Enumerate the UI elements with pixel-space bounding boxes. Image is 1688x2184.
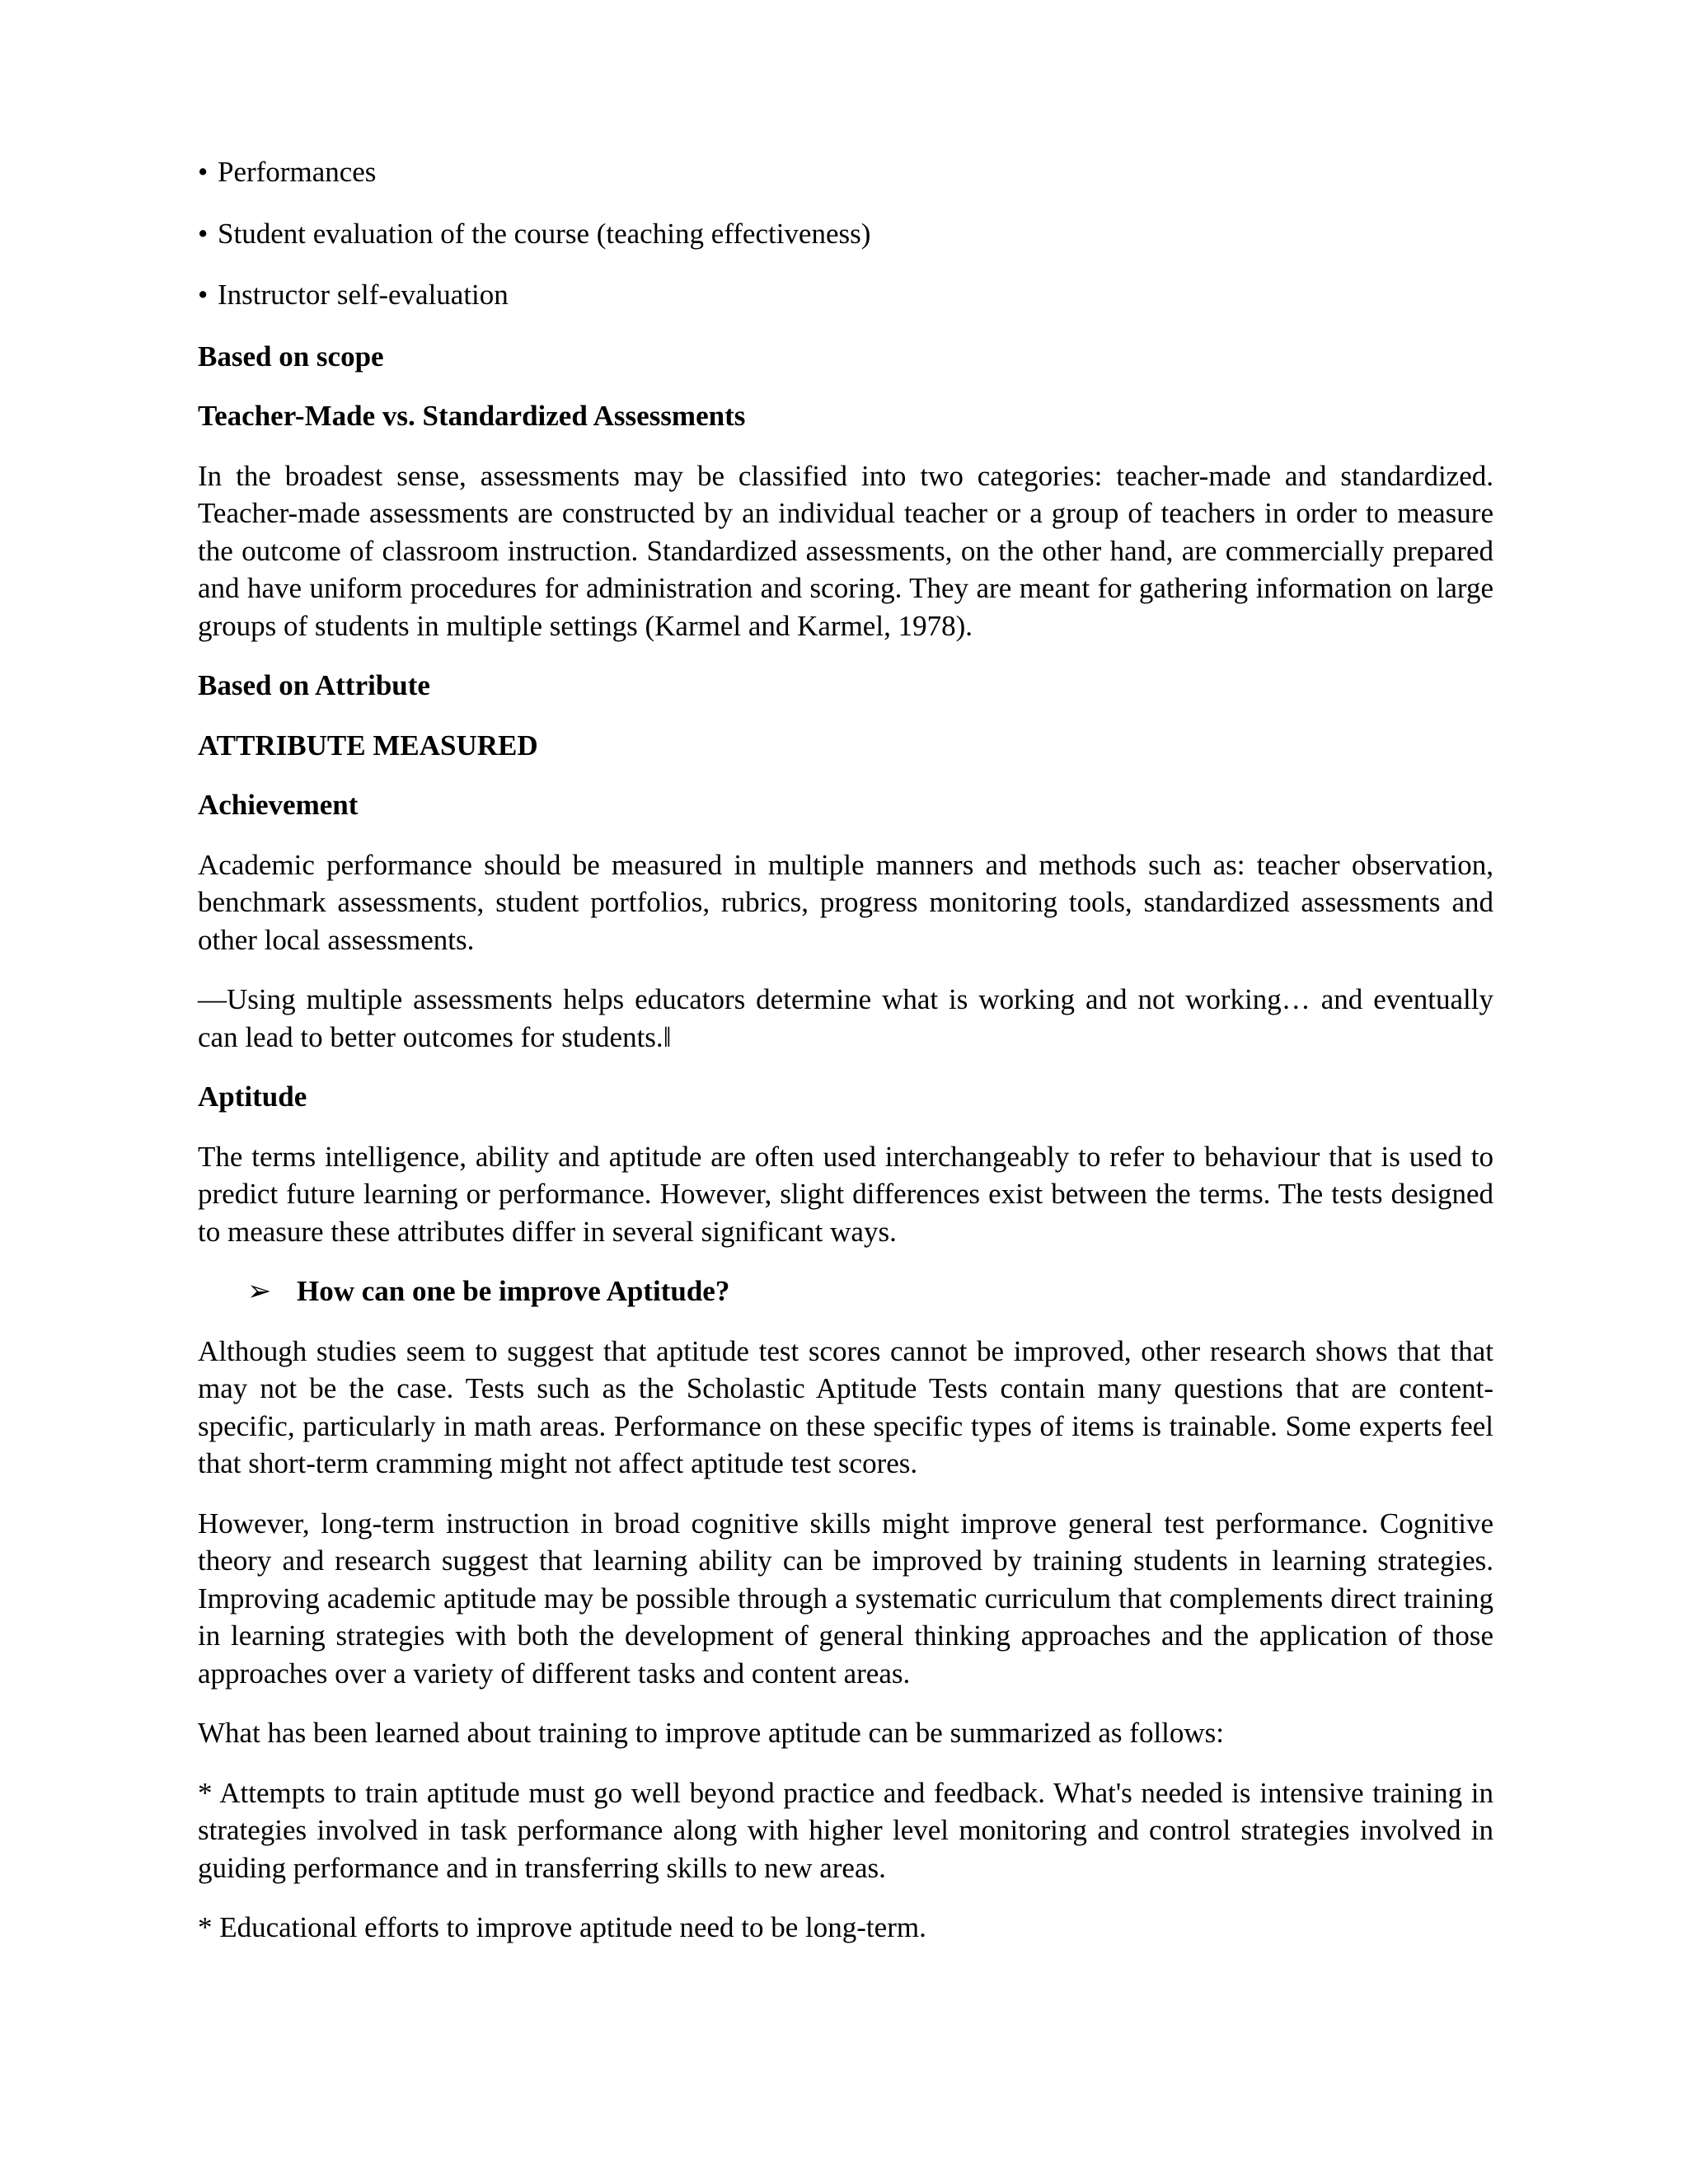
bullet-dot: • (198, 217, 209, 250)
paragraph-improve-1: Although studies seem to suggest that aptitude test scores cannot be improved, other research shows that that may not be the case. Tests such as the Scholastic Aptitude Tests contain many questions that are content-specific, particularly in math areas. Performance on these specific types of items is trainable. Some experts feel that short-term cramming might not affect aptitude test scores. (198, 1334, 1493, 1479)
heading-achievement: Achievement (198, 789, 359, 821)
heading-teacher-vs-standardized: Teacher-Made vs. Standardized Assessments (198, 400, 746, 432)
paragraph-summary-item-1: * Attempts to train aptitude must go well beyond practice and feedback. What's needed is intensive training in strategies involved in task performance along with higher level monitoring and control strategies involved in guiding performance and in transferring skills to new areas. (198, 1776, 1493, 1884)
paragraph-summary-intro: What has been learned about training to improve aptitude can be summarized as follows: (198, 1717, 1225, 1749)
heading-based-on-scope: Based on scope (198, 340, 384, 373)
bullet-dot: • (198, 156, 209, 188)
subheading-improve-aptitude (198, 1272, 1493, 1310)
paragraph-improve-2: However, long-term instruction in broad cognitive skills might improve general test performance. Cognitive theory and research suggest that learning ability can be improved by training students in learning strategies. Improving academic aptitude may be possible through a systematic curriculum that complements direct training in learning strategies with both the development of general thinking approaches and the application of those approaches over a variety of different tasks and content areas. (198, 1507, 1493, 1690)
heading-attribute-measured: ATTRIBUTE MEASURED (198, 729, 538, 762)
bullet-item (198, 276, 1493, 314)
document-page (198, 153, 1493, 1969)
paragraph-summary-item-2: * Educational efforts to improve aptitude need to be long-term. (198, 1911, 926, 1943)
bullet-text: Instructor self-evaluation (218, 279, 509, 311)
bullet-item (198, 215, 1493, 253)
paragraph-scope: In the broadest sense, assessments may be classified into two categories: teacher-made and standardized. Teacher-made assessments are constructed by an individual teacher or a group of teachers in order to measure the outcome of classroom instruction. Standardized assessments, on the other hand, are commercially prepared and have uniform procedures for administration and scoring. They are meant for gathering information on large groups of students in multiple settings (Karmel and Karmel, 1978). (198, 459, 1493, 642)
bullet-item (198, 153, 1493, 191)
bullet-text: Performances (218, 156, 377, 188)
paragraph-achievement-quote: ―Using multiple assessments helps educators determine what is working and not working… and eventually can lead to better outcomes for students.‖ (198, 983, 1493, 1053)
bullet-dot: • (198, 279, 209, 311)
subheading-text: How can one be improve Aptitude? (297, 1275, 730, 1307)
bullet-text: Student evaluation of the course (teaching effectiveness) (218, 217, 871, 250)
paragraph-aptitude: The terms intelligence, ability and aptitude are often used interchangeably to refer to behaviour that is used to predict future learning or performance. However, slight differences exist between the terms. The tests designed to measure these attributes differ in several significant ways. (198, 1140, 1493, 1248)
paragraph-achievement: Academic performance should be measured in multiple manners and methods such as: teacher observation, benchmark assessments, student portfolios, rubrics, progress monitoring tools, standardized assessments and other local assessments. (198, 848, 1493, 956)
heading-aptitude: Aptitude (198, 1080, 307, 1113)
heading-based-on-attribute: Based on Attribute (198, 669, 430, 701)
arrow-bullet-icon: ➢ (247, 1275, 272, 1307)
